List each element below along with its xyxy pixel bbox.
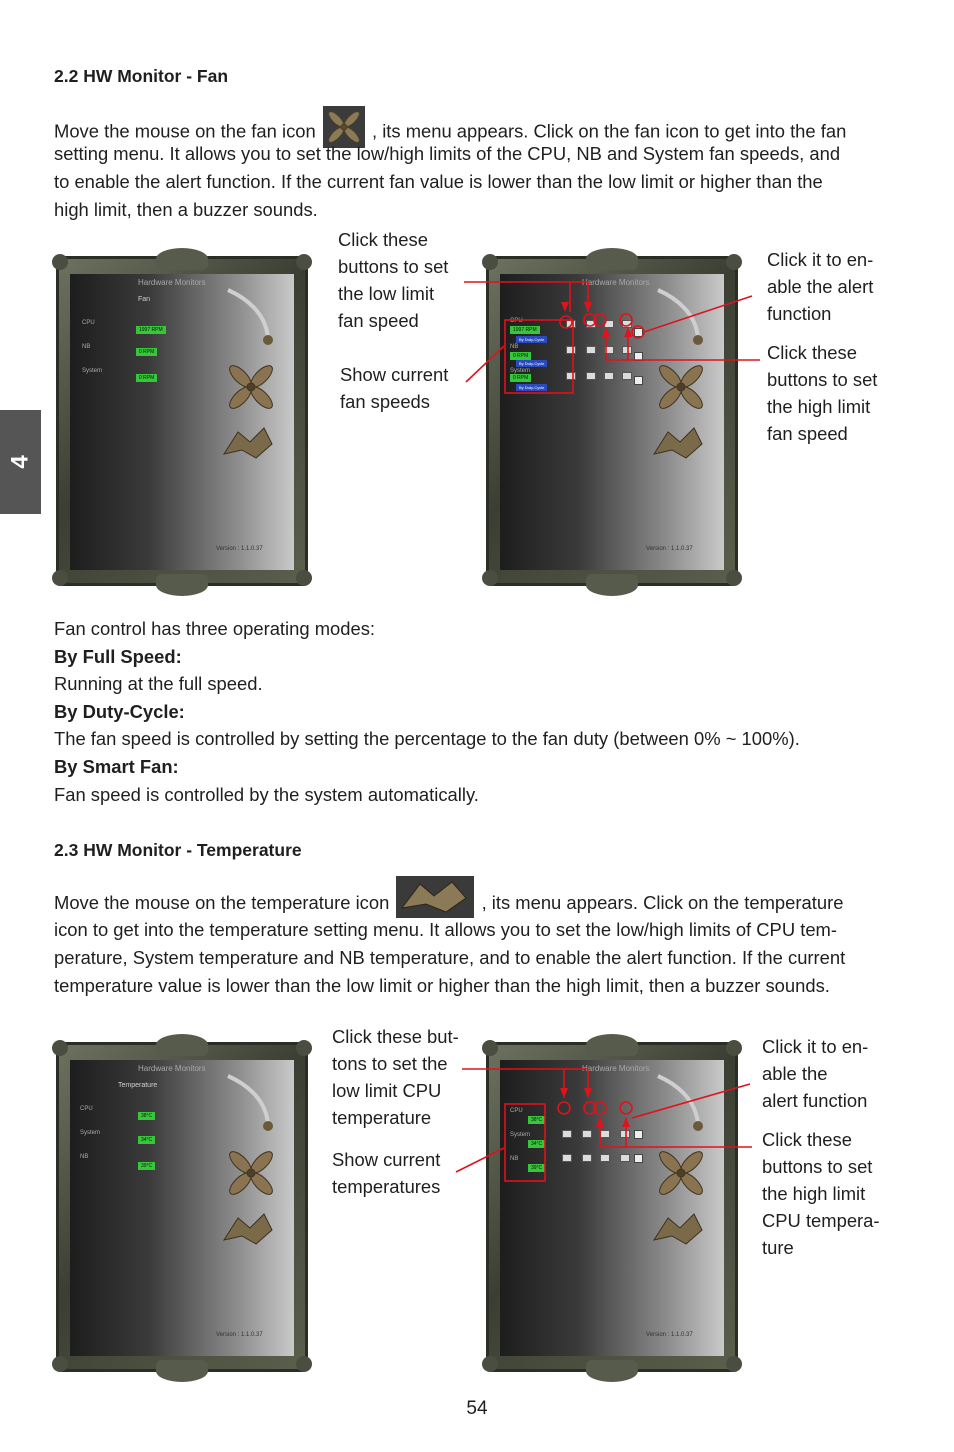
row-label-nb: NB <box>80 1154 89 1160</box>
row-label-system: System <box>510 1132 531 1138</box>
row-label-nb: NB <box>510 1156 519 1162</box>
row-label-nb: NB <box>510 344 519 350</box>
fan-callout-low-limit: Click these buttons to set the low limit fan speed <box>338 229 449 331</box>
temp-value-system: 34°C <box>138 1136 155 1144</box>
temp-intro-paragraph <box>54 876 914 1000</box>
fan-value-system: 0 RPM <box>136 374 157 382</box>
screen-version: Version : 1.1.0.37 <box>646 546 693 552</box>
screen-version: Version : 1.1.0.37 <box>646 1332 693 1338</box>
fan-value-nb: 0 RPM <box>510 352 531 360</box>
screen-subtitle: Fan <box>138 296 151 303</box>
fan-callout-high-limit: Click these buttons to set the high limit fan speed <box>767 342 878 444</box>
fan-para-line-1b: , its menu appears. Click on the fan icon to get into the fan <box>371 120 847 142</box>
screen-title: Hardware Monitors <box>582 1064 650 1073</box>
screen-title: Hardware Monitors <box>138 278 206 287</box>
mode-title-full-speed: By Full Speed: <box>54 645 182 667</box>
fan-callout-alert: Click it to en- able the alert function <box>767 249 874 324</box>
screen-title: Hardware Monitors <box>138 1064 206 1073</box>
temp-value-cpu: 38°C <box>138 1112 155 1120</box>
fan-para-line-4: high limit, then a buzzer sounds. <box>54 199 318 220</box>
screen-version: Version : 1.1.0.37 <box>216 546 263 552</box>
fan-para-line-3: to enable the alert function. If the current fan value is lower than the low limit or higher than the <box>54 171 823 192</box>
mode-desc-full-speed: Running at the full speed. <box>54 673 263 695</box>
fan-value-system: 0 RPM <box>510 374 531 382</box>
fan-mode-nb[interactable]: By Duty-Cycle <box>516 360 547 367</box>
temp-value-nb: 39°C <box>138 1162 155 1170</box>
fan-section-heading: 2.2 HW Monitor - Fan <box>54 66 229 86</box>
fan-modes-intro: Fan control has three operating modes: <box>54 618 376 639</box>
fan-value-cpu: 1997 RPM <box>510 326 540 334</box>
temp-para-line-4: temperature value is lower than the low limit or higher than the high limit, then a buzzer sounds. <box>54 975 830 996</box>
temp-para-line-2: icon to get into the temperature setting menu. It allows you to set the low/high limits of CPU tem- <box>54 919 837 940</box>
screen-subtitle: Temperature <box>118 1082 158 1089</box>
fan-value-cpu: 1997 RPM <box>136 326 166 334</box>
mode-desc-duty-cycle: The fan speed is controlled by setting the percentage to the fan duty (between 0% ~ 100%). <box>54 728 800 750</box>
temp-para-line-3: perature, System temperature and NB temperature, and to enable the alert function. If the current <box>54 947 846 968</box>
fan-para-line-2: setting menu. It allows you to set the low/high limits of the CPU, NB and System fan speeds, and <box>54 143 841 164</box>
row-label-cpu: CPU <box>510 1108 523 1114</box>
temp-para-line-1a: Move the mouse on the temperature icon <box>54 891 390 913</box>
temp-section-heading: 2.3 HW Monitor - Temperature <box>54 840 302 860</box>
row-label-cpu: CPU <box>510 318 523 324</box>
row-label-cpu: CPU <box>80 1106 93 1112</box>
row-label-system: System <box>82 368 103 374</box>
row-label-system: System <box>510 368 531 374</box>
row-label-nb: NB <box>82 344 91 350</box>
fan-modes-list <box>54 615 800 808</box>
temp-value-system: 34°C <box>528 1140 545 1148</box>
fan-value-nb: 0 RPM <box>136 348 157 356</box>
temp-para-line-1b: , its menu appears. Click on the temperature <box>481 891 844 913</box>
fan-mode-system[interactable]: By Duty-Cycle <box>516 384 547 391</box>
temp-value-cpu: 38°C <box>528 1116 545 1124</box>
temp-callout-current: Show current temperatures <box>332 1149 441 1197</box>
mode-desc-smart-fan: Fan speed is controlled by the system automatically. <box>54 783 479 805</box>
page-number: 54 <box>466 1398 488 1419</box>
temp-callout-alert: Click it to en- able the alert function <box>762 1036 869 1111</box>
fan-callout-current: Show current fan speeds <box>340 364 449 412</box>
mode-title-smart-fan: By Smart Fan: <box>54 755 179 777</box>
screen-title: Hardware Monitors <box>582 278 650 287</box>
fan-mode-cpu[interactable]: By Duty-Cycle <box>516 336 547 343</box>
chapter-number: 4 <box>6 455 34 469</box>
temp-value-nb: 39°C <box>528 1164 545 1172</box>
mode-title-duty-cycle: By Duty-Cycle: <box>54 700 185 722</box>
temp-callout-low-limit: Click these but- tons to set the low limit CPU temperature <box>332 1026 459 1128</box>
screen-version: Version : 1.1.0.37 <box>216 1332 263 1338</box>
fan-para-line-1a: Move the mouse on the fan icon <box>54 120 316 142</box>
temp-callout-high-limit: Click these buttons to set the high limit CPU tempera- ture <box>762 1129 880 1258</box>
row-label-cpu: CPU <box>82 320 95 326</box>
row-label-system: System <box>80 1130 101 1136</box>
